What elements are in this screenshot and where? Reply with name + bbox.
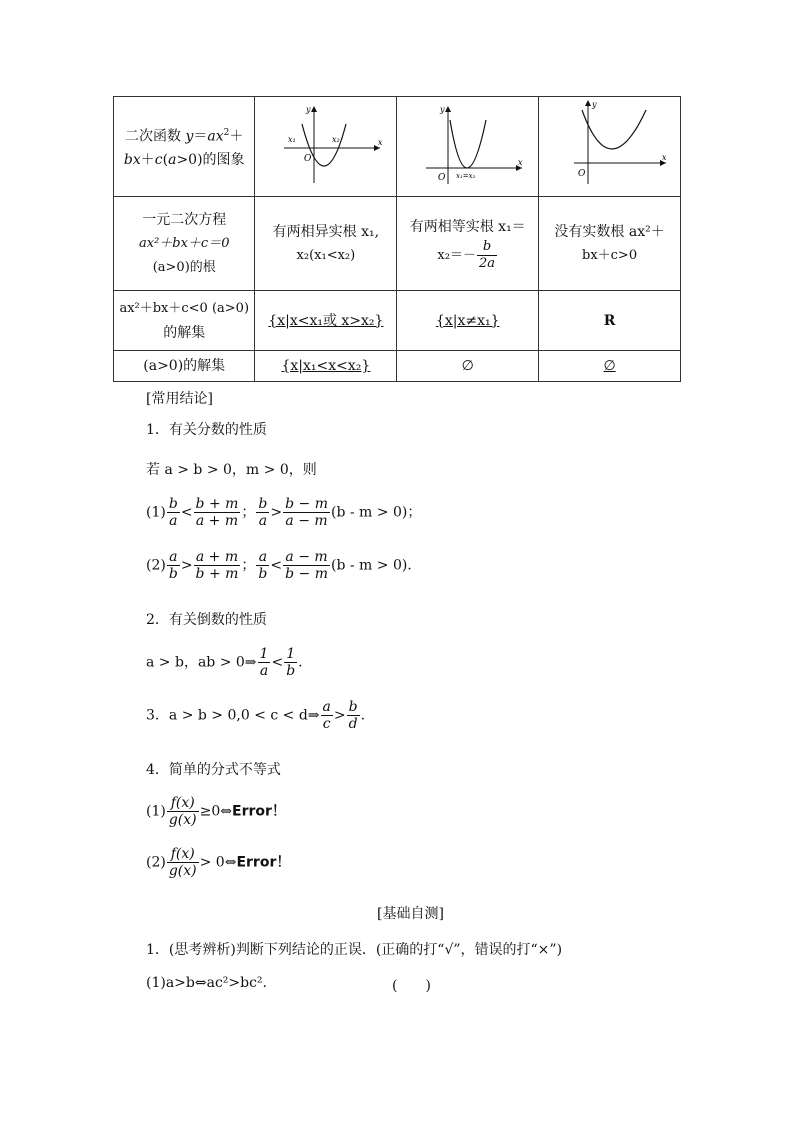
table-row: [114, 97, 681, 197]
heading-reciprocal-properties: 2．有关倒数的性质: [146, 612, 267, 628]
formula-2: (2) $\frac{a}{b}$ > $\frac{a + m}{b + m}$ ； $\frac{a}{b}$ < $\frac{a - m}{b - m}$ (b - m > 0)．: [146, 549, 422, 582]
g2-x12: x₁=x₂: [455, 171, 476, 180]
fraction: $\frac{b}{a}$: [168, 496, 178, 529]
fraction: $\frac{b}{2a}$: [478, 239, 495, 271]
row2-c3-line2: bx＋c>0: [582, 247, 638, 263]
fraction: $\frac{a}{b}$: [168, 549, 178, 582]
formula-6: (2) $\frac{f(x)}{g(x)}$ > 0⇔Error！: [146, 846, 291, 879]
fraction: $\frac{a - m}{b - m}$: [285, 549, 328, 582]
section-title: [常用结论]: [146, 391, 213, 407]
row2-label-line3: (a>0)的根: [152, 259, 216, 275]
fraction-condition: 若 a > b > 0，m > 0，则: [146, 462, 317, 478]
row3-c2: {x|x≠x₁}: [397, 291, 539, 351]
row1-label: 二次函数 $y=ax^2+$ bx＋c(a>0)的图象: [114, 97, 255, 197]
g1-x2: x₂: [331, 134, 340, 144]
row3-c3: R: [539, 291, 681, 351]
row4-label: (a>0)的解集: [114, 351, 255, 382]
row2-two-roots: [255, 197, 397, 291]
g3-y: y: [591, 99, 597, 109]
row2-label: [114, 197, 255, 291]
g2-y: y: [439, 104, 445, 114]
g2-x: x: [517, 157, 523, 167]
row3-label: [114, 291, 255, 351]
fraction: $\frac{a}{c}$: [322, 699, 331, 732]
graph-no-root: [539, 97, 681, 197]
fraction: $\frac{b + m}{a + m}$: [195, 496, 239, 529]
graph-double-root: [397, 97, 539, 197]
formula-5: (1) $\frac{f(x)}{g(x)}$ ≥0⇔Error！: [146, 795, 286, 828]
row2-label-line2: ax²＋bx＋c＝0: [138, 235, 230, 251]
g1-y: y: [305, 104, 311, 114]
formula-4: 3．a > b > 0,0 < c < d⇒ $\frac{a}{c}$ > $\frac{b}{d}$ .: [146, 699, 366, 732]
g3-o: O: [577, 168, 585, 179]
row2-c2-line2: x₂＝－: [437, 248, 476, 263]
graph-two-roots: [255, 97, 397, 197]
g2-o: O: [437, 172, 446, 183]
row3-label-line2: 的解集: [163, 324, 206, 341]
formula-1: (1) $\frac{b}{a}$ < $\frac{b + m}{a + m}$ ； $\frac{b}{a}$ > $\frac{b - m}{a - m}$ (b - m > 0)；: [146, 496, 422, 529]
self-test-title: [基础自测]: [377, 906, 444, 922]
row3-c1: {x|x<x₁或 x>x₂}: [255, 291, 397, 351]
question-1-1: (1)a>b⇔ac²>bc².: [146, 975, 267, 991]
row4-c2: ∅: [397, 351, 539, 382]
fraction: $\frac{f(x)}{g(x)}$: [168, 795, 197, 828]
error-text: Error！: [236, 854, 291, 871]
row3-label-line1: ax²＋bx＋c<0 (a>0): [119, 300, 250, 316]
g1-x1: x₁: [287, 134, 296, 144]
fraction: $\frac{1}{b}$: [286, 646, 296, 679]
row2-c2-line1: 有两相等实根 x₁＝: [409, 219, 526, 235]
g3-x: x: [661, 152, 667, 162]
row4-c3: ∅: [539, 351, 681, 382]
heading-fractional-inequality: 4．简单的分式不等式: [146, 762, 281, 778]
heading-fraction-properties: 1．有关分数的性质: [146, 422, 267, 438]
fraction: $\frac{b}{a}$: [258, 496, 268, 529]
fraction: $\frac{b}{d}$: [348, 699, 358, 732]
formula-3: a > b，ab > 0⇒ $\frac{1}{a}$ < $\frac{1}{b}$ .: [146, 646, 303, 679]
row2-label-line1: 一元二次方程: [142, 211, 227, 228]
row2-c3-line1: 没有实数根 ax²＋: [554, 223, 665, 240]
table-row: [114, 351, 681, 382]
error-text: Error！: [232, 803, 286, 820]
row2-c1-line1: 有两相异实根 x₁,: [272, 223, 380, 240]
row2-double-root: [397, 197, 539, 291]
fraction: $\frac{1}{a}$: [259, 646, 269, 679]
g1-x: x: [377, 137, 383, 147]
row4-c1: {x|x₁<x<x₂}: [255, 351, 397, 382]
fraction: $\frac{a}{b}$: [258, 549, 268, 582]
row2-c1-line2: x₂(x₁<x₂): [296, 247, 356, 263]
question-1: 1．(思考辨析)判断下列结论的正误．(正确的打“√”，错误的打“×”): [146, 942, 563, 958]
fraction: $\frac{a + m}{b + m}$: [195, 549, 239, 582]
table-row: [114, 291, 681, 351]
fraction: $\frac{b - m}{a - m}$: [285, 496, 328, 529]
table-row: [114, 197, 681, 291]
g1-o: O: [303, 153, 312, 164]
quadratic-table: [113, 96, 681, 382]
row2-no-root: [539, 197, 681, 291]
answer-blank: ( ): [392, 978, 431, 994]
fraction: $\frac{f(x)}{g(x)}$: [168, 846, 197, 879]
